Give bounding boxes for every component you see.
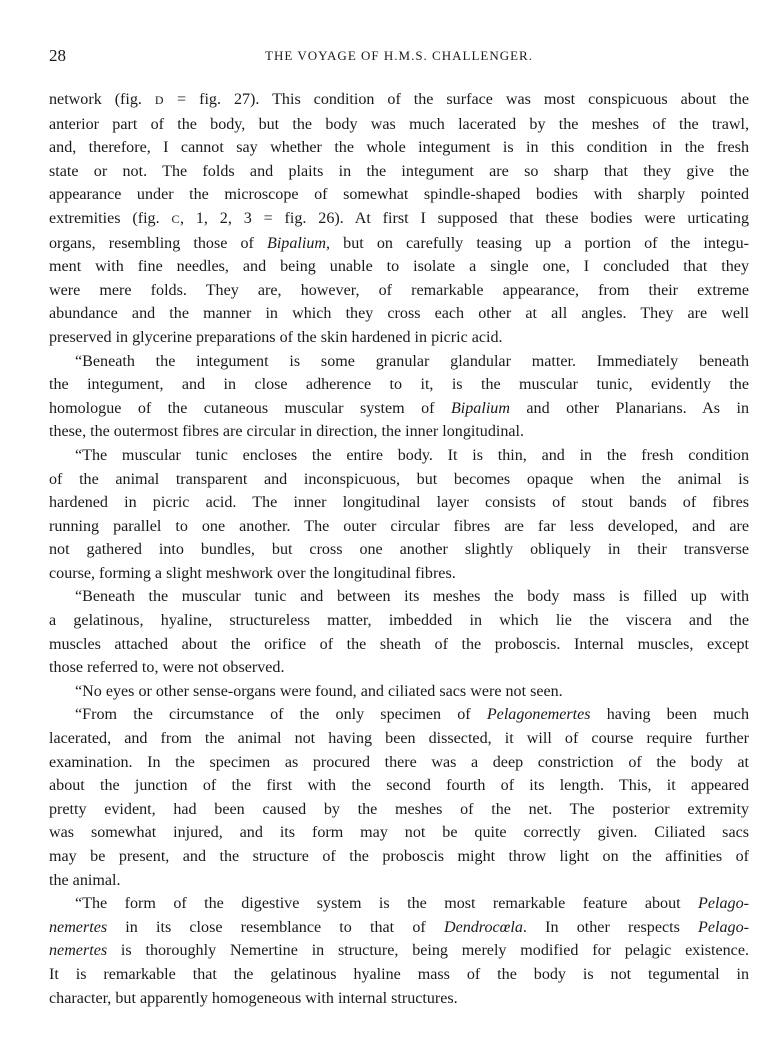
text-line: character, but apparently homogeneous with internal structures. (49, 989, 458, 1007)
text-line: running parallel to one another. The outer circular fibres are far less developed, and are (49, 517, 749, 535)
text-line: those referred to, were not observed. (49, 659, 285, 677)
text-line: homologue of the cutaneous muscular system of Bipalium and other Planarians. As in (49, 399, 749, 417)
text-line: preserved in glycerine preparations of the skin hardened in picric acid. (49, 328, 503, 346)
text-line: ment with fine needles, and being unable to isolate a single one, I concluded that they (49, 258, 749, 276)
text-line: the animal. (49, 871, 121, 889)
text-line: not gathered into bundles, but cross one another slightly obliquely in their transverse (49, 541, 749, 559)
text-line: state or not. The folds and plaits in the integument are so sharp that they give the (49, 162, 749, 180)
paragraph (49, 88, 749, 350)
text-line: “Beneath the integument is some granular glandular matter. Immediately beneath (75, 352, 749, 370)
text-line: anterior part of the body, but the body was much lacerated by the meshes of the trawl, (49, 115, 749, 133)
text-line: network (fig. D = fig. 27). This condition of the surface was most conspicuous about the (49, 91, 749, 108)
text-line: nemertes is thoroughly Nemertine in structure, being merely modified for pelagic existence. (49, 942, 749, 960)
text-line: appearance under the microscope of somewhat spindle-shaped bodies with sharply pointed (49, 186, 749, 204)
text-line: “From the circumstance of the only specimen of Pelagonemertes having been much (75, 706, 749, 724)
text-line: “The muscular tunic encloses the entire body. It is thin, and in the fresh condition (75, 446, 749, 464)
text-line: of the animal transparent and inconspicuous, but becomes opaque when the animal is (49, 470, 749, 488)
text-line: muscles attached about the orifice of the sheath of the proboscis. Internal muscles, except (49, 635, 749, 653)
text-line: course, forming a slight meshwork over the longitudinal fibres. (49, 564, 456, 582)
text-line: these, the outermost fibres are circular in direction, the inner longitudinal. (49, 423, 525, 441)
paragraph (49, 892, 749, 1010)
text-line: was somewhat injured, and its form may not be quite correctly given. Ciliated sacs (49, 824, 749, 842)
text-line: nemertes in its close resemblance to that of Dendrocœla. In other respects Pelago- (49, 918, 749, 936)
text-line: abundance and the manner in which they cross each other at all angles. They are well (49, 305, 749, 323)
text-line: about the junction of the first with the second fourth of its length. This, it appeared (49, 777, 749, 795)
page-number: 28 (49, 46, 66, 65)
text-line: It is remarkable that the gelatinous hyaline mass of the body is not tegumental in (49, 965, 749, 983)
running-head (49, 38, 749, 68)
text-line: examination. In the specimen as procured there was a deep constriction of the body at (49, 753, 749, 771)
text-line: organs, resembling those of Bipalium, but on carefully teasing up a portion of the integu- (49, 234, 749, 252)
text-line: were mere folds. They are, however, of remarkable appearance, from their extreme (49, 281, 749, 299)
text-line: a gelatinous, hyaline, structureless matter, imbedded in which lie the viscera and the (49, 612, 749, 630)
paragraph (49, 585, 749, 679)
text-line: the integument, and in close adherence to it, is the muscular tunic, evidently the (49, 376, 749, 394)
body-text (49, 88, 749, 1010)
text-line: “The form of the digestive system is the most remarkable feature about Pelago- (75, 895, 749, 913)
text-line: “Beneath the muscular tunic and between its meshes the body mass is filled up with (75, 588, 749, 606)
paragraph (49, 680, 749, 704)
text-line: lacerated, and from the animal not having been dissected, it will of course require further (49, 730, 749, 748)
paragraph (49, 350, 749, 444)
paragraph (49, 703, 749, 892)
text-line: extremities (fig. C, 1, 2, 3 = fig. 26). At first I supposed that these bodies were urticating (49, 209, 749, 227)
paragraph (49, 444, 749, 586)
text-line: and, therefore, I cannot say whether the whole integument is in this condition in the fresh (49, 139, 749, 157)
text-line: “No eyes or other sense-organs were found, and ciliated sacs were not seen. (75, 682, 563, 700)
text-line: may be present, and the structure of the proboscis might throw light on the affinities of (49, 848, 749, 865)
text-line: hardened in picric acid. The inner longitudinal layer consists of stout bands of fibres (49, 494, 749, 512)
text-line: pretty evident, had been caused by the meshes of the net. The posterior extremity (49, 800, 749, 818)
page (49, 38, 749, 1010)
running-title: THE VOYAGE OF H.M.S. CHALLENGER. (265, 48, 533, 63)
